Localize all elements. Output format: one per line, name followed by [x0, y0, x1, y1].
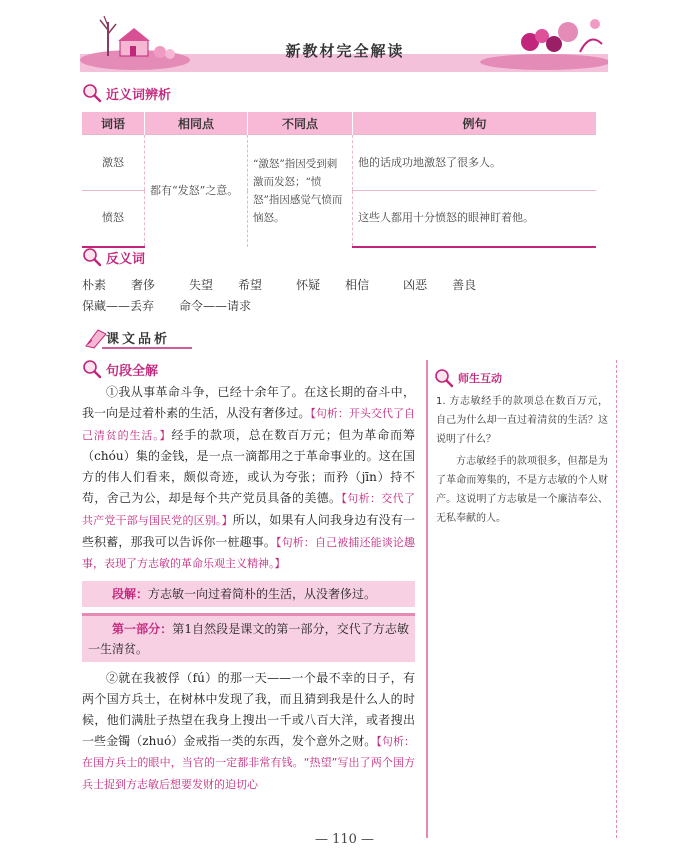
antonym-word: 相信: [345, 278, 370, 292]
analysis-note: 【句析：交代了共产党干部与国民党的区别。】: [82, 491, 415, 527]
antonym-pair: 命令——请求: [179, 299, 252, 313]
antonym-pair: 保藏——丢弃: [82, 299, 155, 313]
magnifier-icon: [82, 83, 102, 103]
synonym-title: 近义词辨析: [106, 87, 172, 103]
page-number: — 110 —: [314, 832, 375, 847]
answer-text: 方志敏经手的款项很多，但都是为了革命而筹集的，不是方志敏的个人财产。这说明了方志敏是一个廉洁奉公、无私奉献的人。: [436, 456, 608, 524]
paragraph-1: [82, 382, 415, 575]
analysis-note: 【句析：开头交代了自己清贫的生活。】: [82, 406, 415, 442]
text-run: 经手的款项，总在数百万元；但为革命而筹（chóu）集的金钱，是一点一滴都用之于革命事业的。这在国方的伟人们看来，颇似奇迹，或认为夸张；而矜（jīn）持不苟，舍己为公，却是每个共产党员具备的美德。: [82, 427, 415, 505]
page-header: [80, 12, 608, 72]
antonym-line-2: [82, 297, 276, 314]
house-tree-decoration-icon: [80, 12, 190, 72]
col-header: 例句: [353, 112, 597, 135]
synonym-table: [82, 112, 596, 248]
word-cell: 愤怒: [82, 191, 145, 247]
paragraph-heading: [82, 358, 158, 380]
synonym-heading: [82, 82, 171, 104]
antonym-line-1: [82, 276, 501, 293]
magnifier-icon: [82, 247, 102, 267]
example-cell: 他的话成功地激怒了很多人。: [353, 135, 597, 191]
sidebar-question: 1. 方志敏经手的款项总在数百万元，自己为什么却一直过着清贫的生活？这说明了什么？: [436, 396, 608, 445]
magnifier-icon: [82, 359, 102, 379]
antonym-title: 反义词: [106, 251, 146, 267]
word-cell: 激怒: [82, 135, 145, 191]
difference-cell: “激怒”指因受到刺激而发怒；“愤怒”指因感觉气愤而恼怒。: [248, 135, 353, 247]
sidebar-heading: [434, 368, 502, 388]
antonym-heading: [82, 246, 145, 268]
analysis-note: 【句析：自己被捕还能谈论趣事，表现了方志敏的革命乐观主义精神。】: [82, 535, 415, 571]
antonym-word: 怀疑: [296, 278, 321, 292]
antonym-word: 善良: [452, 278, 477, 292]
antonym-word: 奢侈: [131, 278, 156, 292]
paragraph-title: 句段全解: [106, 363, 159, 379]
summary-label: 段解：: [112, 587, 149, 602]
text-run: ②就在我被俘（fú）的那一天——一个最不幸的日子，有两个国方兵士，在树林中发现了我，而且猜到我是什么人的时候，他们满肚子热望在我身上搜出一千或八百大洋，或者搜出一些金镯（zhuó）金戒指一类的东西，发个意外之财。: [82, 671, 415, 748]
antonym-word: 希望: [238, 278, 263, 292]
antonym-word: 朴素: [82, 278, 107, 292]
sidebar-title: 师生互动: [458, 372, 502, 385]
main-text: [82, 382, 415, 796]
header-title: 新教材完全解读: [285, 42, 405, 60]
text-run: ①我从事革命斗争，已经十余年了。在这长期的奋斗中，我一向是过着朴素的生活，从没有奢侈过。: [82, 385, 415, 420]
lesson-title: 课文品析: [106, 332, 171, 347]
sidebar-answer: [436, 452, 608, 528]
antonym-word: 凶恶: [403, 278, 428, 292]
example-cell: 这些人都用十分愤怒的眼神盯着他。: [353, 191, 597, 247]
part-label: 第一部分：: [112, 622, 173, 637]
paragraph-summary-box: [82, 581, 415, 607]
col-header: 相同点: [145, 112, 248, 135]
part-text: 第1自然段是课文的第一部分，交代了方志敏一生清贫。: [88, 622, 409, 657]
teacher-student-sidebar: [426, 360, 617, 838]
lesson-heading: [84, 326, 194, 350]
part-summary-box: [82, 613, 415, 662]
flower-decoration-icon: [450, 12, 608, 72]
magnifier-icon: [434, 368, 454, 388]
shared-cell: 都有“发怒”之意。: [145, 135, 248, 247]
col-header: 不同点: [248, 112, 353, 135]
summary-text: 方志敏一向过着简朴的生活，从没奢侈过。: [148, 587, 377, 602]
paragraph-2: [82, 668, 415, 796]
analysis-note: 【句析：在国方兵士的眼中，当官的一定都非常有钱。“热望”写出了两个国方兵士捉到方志敏后想要发财的迫切心: [82, 734, 415, 792]
text-run: 所以，如果有人问我身边有没有一些积蓄，那我可以告诉你一桩趣事。: [82, 512, 415, 549]
antonym-word: 失望: [189, 278, 214, 292]
col-header: 词语: [82, 112, 145, 135]
